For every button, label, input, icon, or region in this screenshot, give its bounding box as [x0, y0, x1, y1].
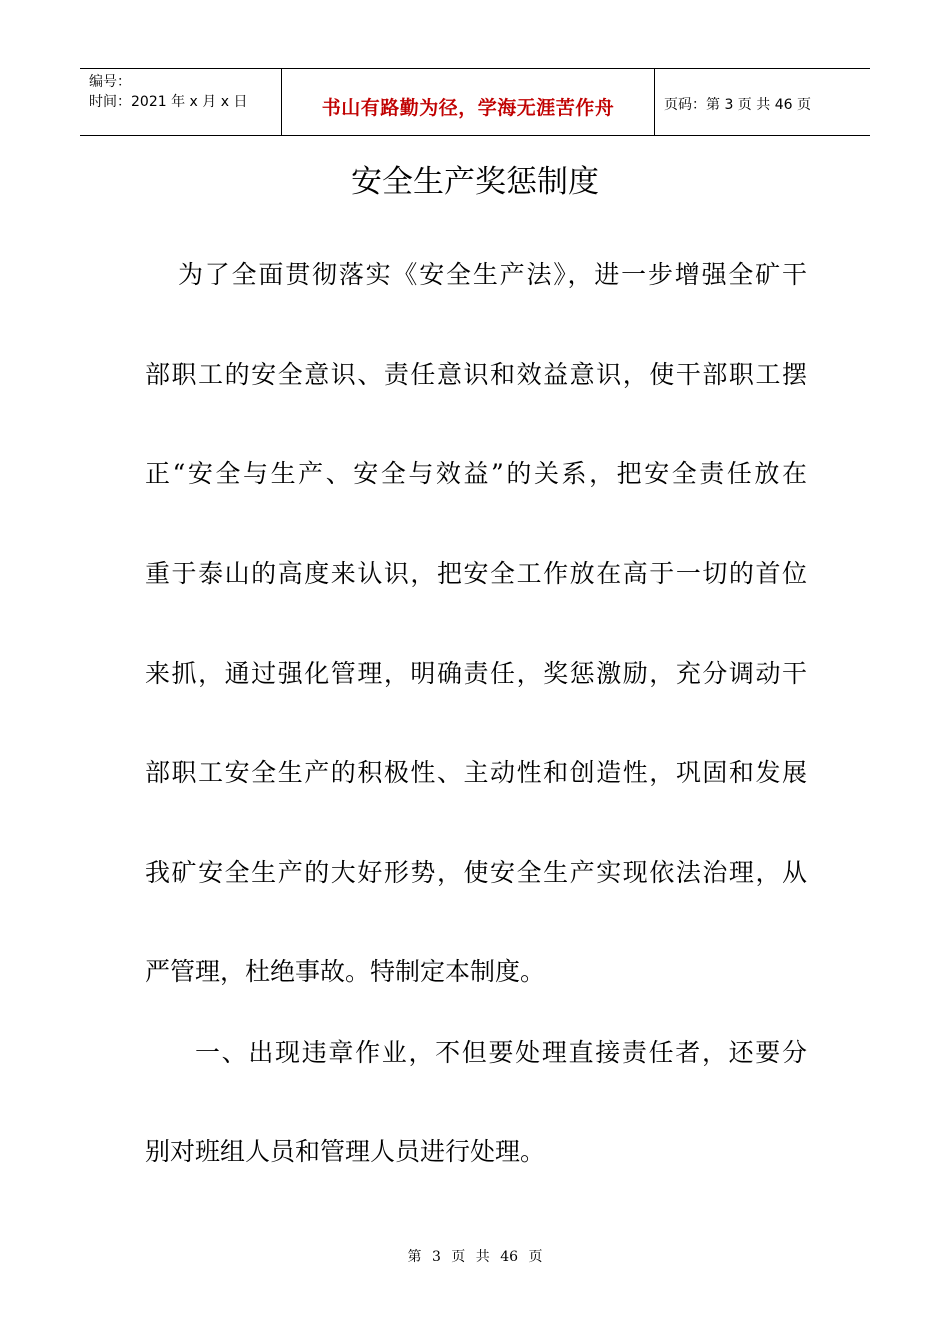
paragraph-line: 重于泰山的高度来认识，把安全工作放在高于一切的首位: [145, 559, 807, 588]
paragraph-line: 正“安全与生产、安全与效益”的关系，把安全责任放在: [145, 459, 807, 488]
paragraph-line: 为了全面贯彻落实《安全生产法》，进一步增强全矿干: [178, 260, 807, 289]
document-header: [80, 68, 870, 136]
header-page-info: 页码：第 3 页 共 46 页: [664, 97, 811, 113]
header-motto: 书山有路勤为径，学海无涯苦作舟: [321, 97, 615, 119]
paragraph-line: 严管理，杜绝事故。特制定本制度。: [145, 957, 546, 986]
page-footer: 第 3 页 共 46 页: [407, 1249, 543, 1265]
header-meta-cell: [80, 69, 281, 135]
document-time-label: 时间：2021 年 x 月 x 日: [89, 94, 248, 110]
paragraph-line: 部职工安全生产的积极性、主动性和创造性，巩固和发展: [145, 758, 807, 787]
paragraph-line: 部职工的安全意识、责任意识和效益意识，使干部职工摆: [145, 360, 807, 389]
document-number-label: 编号：: [89, 74, 131, 90]
header-motto-cell: [281, 69, 655, 135]
paragraph-line: 一、出现违章作业，不但要处理直接责任者，还要分: [195, 1038, 807, 1067]
header-page-cell: [655, 69, 870, 135]
document-title: 安全生产奖惩制度: [351, 164, 599, 200]
paragraph-line: 我矿安全生产的大好形势，使安全生产实现依法治理，从: [145, 858, 807, 887]
paragraph-line: 来抓，通过强化管理，明确责任，奖惩激励，充分调动干: [145, 659, 807, 688]
paragraph-line: 别对班组人员和管理人员进行处理。: [145, 1137, 546, 1166]
